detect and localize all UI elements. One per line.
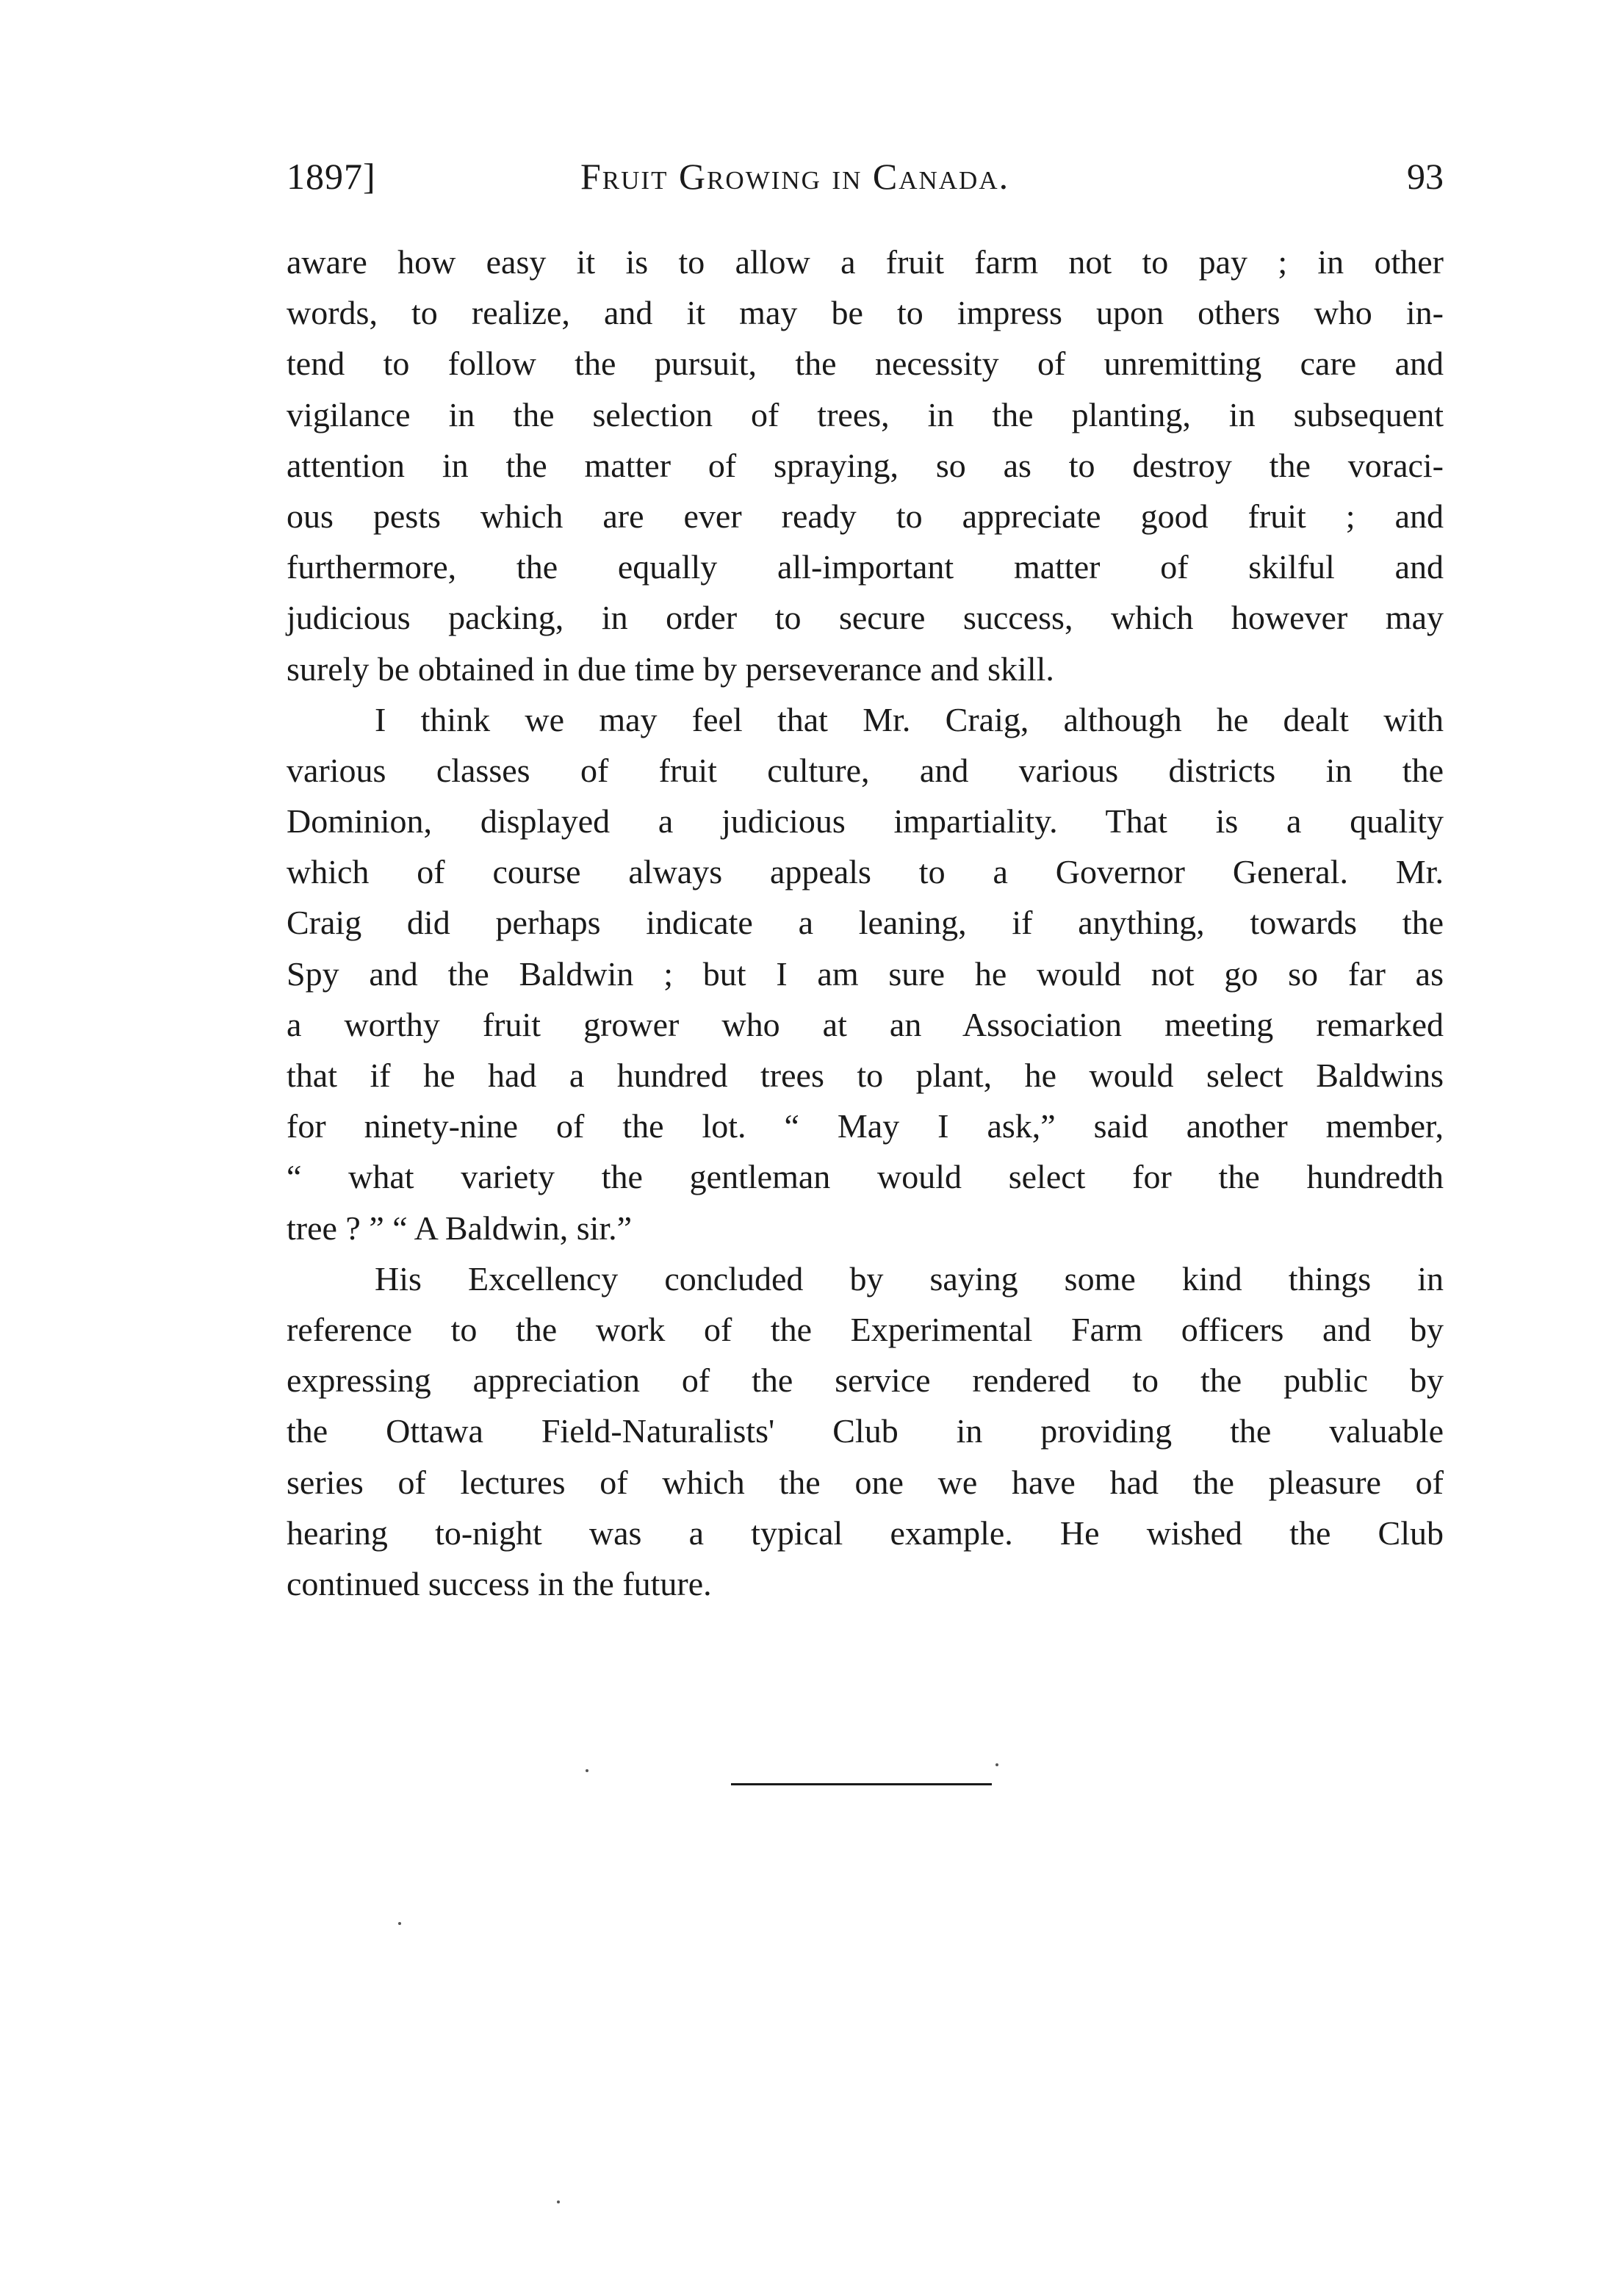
text-line: judicious packing, in order to secure success, which however may <box>287 599 1444 637</box>
page-number: 93 <box>1407 156 1444 197</box>
text-line: words, to realize, and it may be to impress upon others who in- <box>287 294 1444 332</box>
text-line: which of course always appeals to a Governor General. Mr. <box>287 853 1444 891</box>
text-line: attention in the matter of spraying, so as to destroy the voraci- <box>287 446 1444 484</box>
text-line: the Ottawa Field-Naturalists' Club in providing the valuable <box>287 1412 1444 1450</box>
text-line: vigilance in the selection of trees, in the planting, in subsequent <box>287 395 1444 433</box>
text-line: I think we may feel that Mr. Craig, although he dealt with <box>375 700 1444 738</box>
text-line: “ what variety the gentleman would select for the hundredth <box>287 1158 1444 1196</box>
running-head <box>287 151 1444 202</box>
text-line: aware how easy it is to allow a fruit farm not to pay ; in other <box>287 243 1444 281</box>
text-line: Craig did perhaps indicate a leaning, if anything, towards the <box>287 904 1444 942</box>
text-line: expressing appreciation of the service rendered to the public by <box>287 1361 1444 1400</box>
running-head-year: 1897] <box>287 156 376 197</box>
text-line: tend to follow the pursuit, the necessity of unremitting care and <box>287 345 1444 383</box>
text-line: tree ? ” “ A Baldwin, sir.” <box>287 1209 633 1247</box>
text-line: surely be obtained in due time by perseverance and skill. <box>287 649 1054 688</box>
section-end-rule <box>731 1783 992 1785</box>
text-line: a worthy fruit grower who at an Association meeting remarked <box>287 1005 1444 1043</box>
text-line: furthermore, the equally all-important matter of skilful and <box>287 548 1444 586</box>
scan-speck <box>557 2200 560 2203</box>
running-head-title: Fruit Growing in Canada. <box>580 156 1010 197</box>
paragraph <box>287 1253 1444 1609</box>
text-line: continued success in the future. <box>287 1564 712 1602</box>
text-line: for ninety-nine of the lot. “ May I ask,” said another member, <box>287 1107 1444 1145</box>
scan-speck <box>586 1769 588 1772</box>
text-line: Dominion, displayed a judicious impartiality. That is a quality <box>287 802 1444 841</box>
text-line: various classes of fruit culture, and various districts in the <box>287 751 1444 789</box>
paragraph <box>287 694 1444 1253</box>
text-line: ous pests which are ever ready to appreciate good fruit ; and <box>287 497 1444 535</box>
text-line: His Excellency concluded by saying some kind things in <box>375 1259 1444 1298</box>
paragraph <box>287 237 1444 694</box>
scan-speck <box>995 1763 998 1766</box>
scan-speck <box>398 1922 401 1925</box>
text-line: reference to the work of the Experimental Farm officers and by <box>287 1310 1444 1348</box>
text-line: series of lectures of which the one we have had the pleasure of <box>287 1463 1444 1501</box>
text-line: Spy and the Baldwin ; but I am sure he would not go so far as <box>287 954 1444 993</box>
text-line: that if he had a hundred trees to plant, he would select Baldwins <box>287 1057 1444 1094</box>
body-text <box>287 237 1444 1609</box>
text-line: hearing to-night was a typical example. He wished the Club <box>287 1514 1444 1552</box>
